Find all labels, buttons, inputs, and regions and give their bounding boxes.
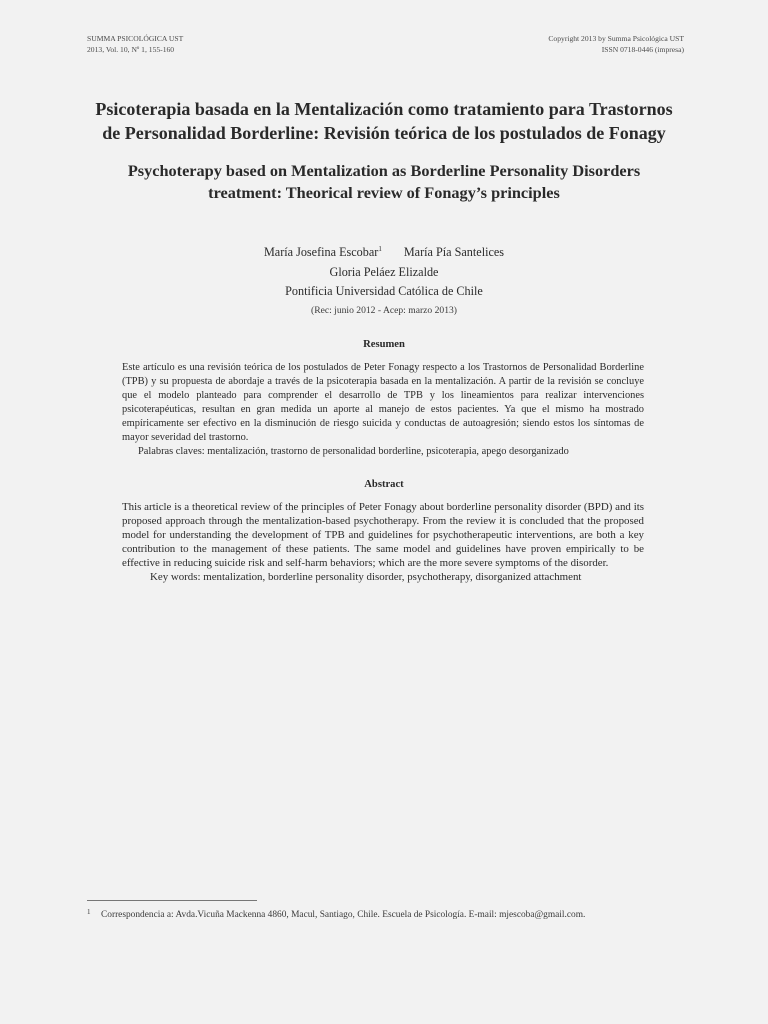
title-spanish — [40, 97, 728, 145]
author-escobar: María Josefina Escobar — [263, 245, 379, 259]
copyright-notice: Copyright 2013 by Summa Psicológica UST — [548, 34, 684, 43]
title-english — [40, 160, 728, 204]
author-pelaez: Gloria Peláez Elizalde — [329, 264, 439, 279]
title-english-line-1: Psychoterapy based on Mentalization as Borderline Personality Disorders — [127, 161, 641, 180]
footnote — [87, 908, 687, 920]
abstract-heading: Abstract — [364, 479, 404, 490]
resumen-body: Este artículo es una revisión teórica de los postulados de Peter Fonagy respecto a los Trastornos de Personalidad Borderline (TPB) y su propuesta de abordaje a través de la psicoterapia basada en la mentalización. A partir de la revisión se concluye que el modelo planteado para comprender el desarrollo de TPB y los lineamientos para realizar intervenciones psicoterapéuticas, resultan en gran medida un aporte al manejo de estos pacientes. Ya que el mismo ha mostrado empíricamente ser efectivo en la disminución de riesgo suicida y conductas de autoagresión; siendo estos los síntomas de mayor severidad del trastorno. — [122, 362, 644, 443]
footnote-mark: 1 — [378, 245, 382, 253]
received-accepted-dates: (Rec: junio 2012 - Acep: marzo 2013) — [311, 305, 457, 316]
title-english-line-2: treatment: Theorical review of Fonagy’s principles — [208, 183, 560, 202]
abstract-keywords: Key words: mentalization, borderline personality disorder, psychotherapy, disorganized attachment — [150, 571, 582, 583]
running-header-right — [548, 33, 684, 55]
footnote-number: 1 — [87, 908, 91, 916]
abstract-body: This article is a theoretical review of the principles of Peter Fonagy about borderline personality disorder (BPD) and its proposed approach through the mentalization-based psychotherapy. From the review it is concluded that the proposed model for understanding the development of TPB and guidelines for psychotherapeutic interventions, are both a key contribution to the management of these patients. The same model and guidelines have proven empirically to be effective in reducing suicide risk and self-harm behaviors; which are the more severe symptoms of the disorder. — [122, 501, 644, 569]
footnote-rule — [87, 900, 257, 901]
affiliation: Pontificia Universidad Católica de Chile — [285, 284, 483, 298]
abstract-section — [122, 500, 644, 584]
resumen-section — [122, 361, 644, 459]
running-header-left — [87, 33, 183, 55]
resumen-keywords: Palabras claves: mentalización, trastorno de personalidad borderline, psicoterapia, apego desorganizado — [138, 446, 569, 457]
footnote-text: Correspondencia a: Avda.Vicuña Mackenna 4860, Macul, Santiago, Chile. Escuela de Psicología. E-mail: mjescoba@gmail.com. — [101, 910, 586, 920]
issn: ISSN 0718-0446 (impresa) — [601, 45, 684, 54]
journal-volume: 2013, Vol. 10, Nº 1, 155-160 — [87, 45, 175, 54]
title-spanish-line-1: Psicoterapia basada en la Mentalización como tratamiento para Trastornos — [95, 99, 673, 119]
author-santelices: María Pía Santelices — [403, 245, 505, 259]
author-block — [40, 240, 728, 302]
journal-name: SUMMA PSICOLÓGICA UST — [87, 34, 184, 43]
resumen-heading: Resumen — [363, 339, 405, 350]
author-line-1 — [40, 240, 728, 263]
title-spanish-line-2: de Personalidad Borderline: Revisión teórica de los postulados de Fonagy — [102, 123, 666, 143]
